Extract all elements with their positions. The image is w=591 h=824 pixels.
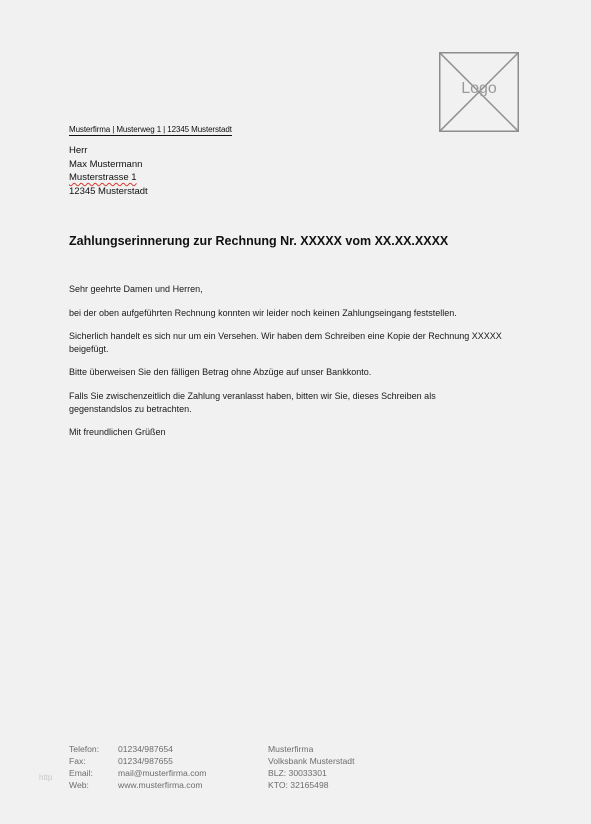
footer-kto: KTO: 32165498 [268,780,329,790]
sender-address-line: Musterfirma | Musterweg 1 | 12345 Musterstadt [69,125,232,134]
recipient-name: Max Mustermann [69,158,143,170]
footer-fax: 01234/987655 [118,756,173,766]
recipient-address [69,144,148,198]
logo-placeholder [439,52,519,132]
footer-email: mail@musterfirma.com [118,768,207,778]
footer-contact-labels [69,743,99,791]
footer-company: Musterfirma [268,744,314,754]
footer-label-web: Web: [69,780,89,790]
letter-closing: Mit freundlichen Grüßen [69,427,166,437]
recipient-street-text: Musterstrasse 1 [69,172,137,183]
letter-subject: Zahlungserinnerung zur Rechnung Nr. XXXXX vom XX.XX.XXXX [69,234,449,248]
footer-label-phone: Telefon: [69,744,100,754]
letter-paragraph-1: bei der oben aufgeführten Rechnung konnten wir leider noch keinen Zahlungseingang feststellen. [69,308,457,318]
footer-label-email: Email: [69,768,93,778]
footer-label-fax: Fax: [69,756,86,766]
recipient-city: 12345 Musterstadt [69,185,148,197]
footer-web: www.musterfirma.com [118,780,203,790]
letter-greeting: Sehr geehrte Damen und Herren, [69,284,203,294]
watermark-text: http [39,773,53,782]
footer-phone: 01234/987654 [118,744,173,754]
letter-paragraph-3: Bitte überweisen Sie den fälligen Betrag ohne Abzüge auf unser Bankkonto. [69,367,372,377]
footer-bank-details [268,743,354,791]
footer-bank-name: Volksbank Musterstadt [268,756,355,766]
letter-paragraph-2: Sicherlich handelt es sich nur um ein Versehen. Wir haben dem Schreiben eine Kopie der Rechnung XXXXX beigefügt. [69,331,502,354]
footer-contact-values [118,743,206,791]
recipient-street [69,171,148,185]
footer-blz: BLZ: 30033301 [268,768,327,778]
logo-text: Logo [461,80,497,97]
letter-paragraph-4: Falls Sie zwischenzeitlich die Zahlung veranlasst haben, bitten wir Sie, dieses Schreiben als gegenstandslos zu betrachten. [69,391,436,414]
recipient-salutation: Herr [69,145,88,156]
